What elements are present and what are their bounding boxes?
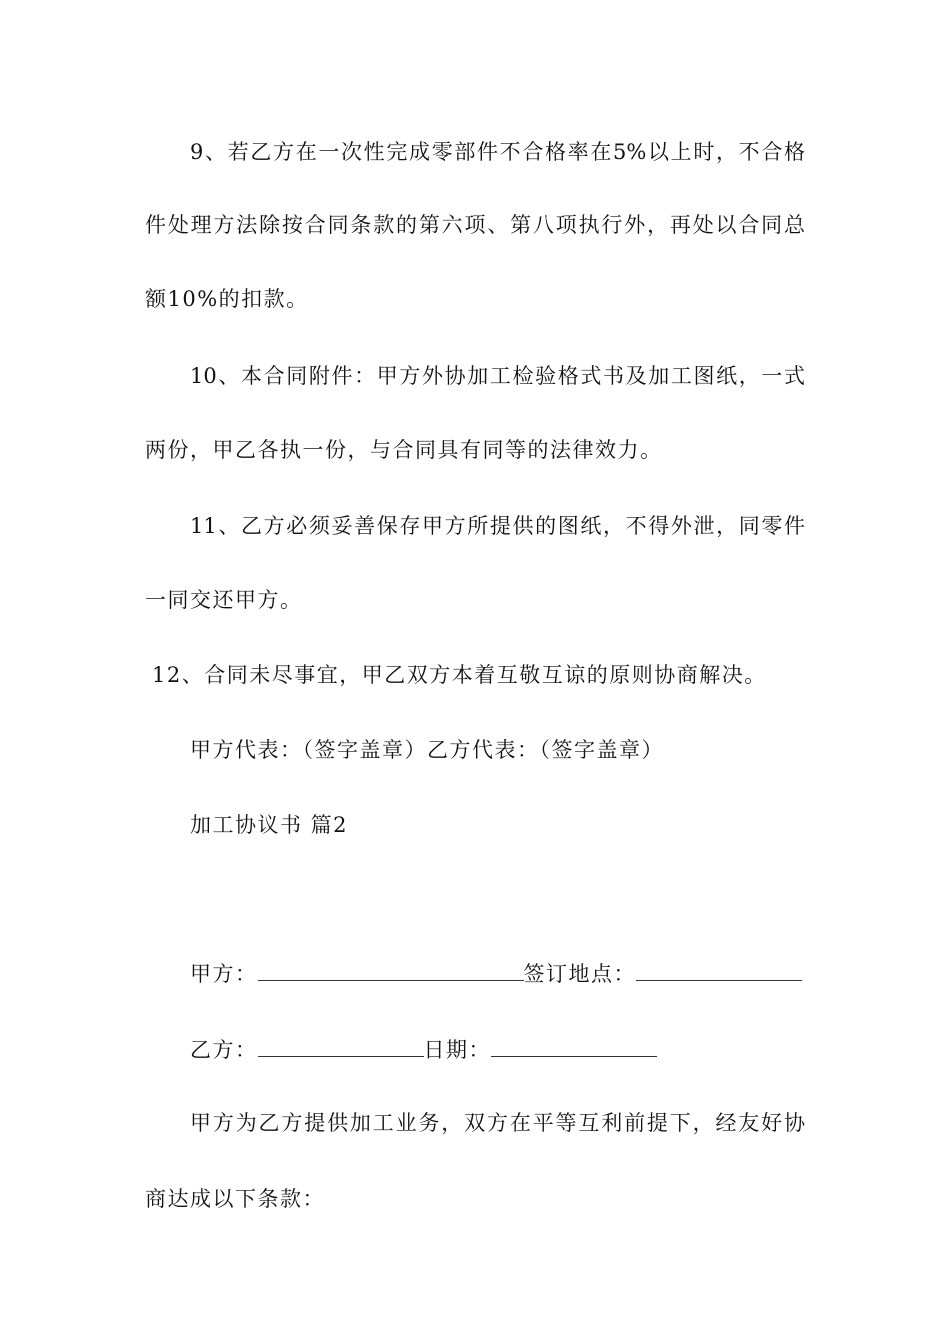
clause-12-line-1: 12、合同未尽事宜，甲乙双方本着互敬互谅的原则协商解决。 bbox=[152, 663, 767, 687]
date-blank bbox=[491, 1034, 657, 1057]
party-a-row bbox=[190, 958, 802, 989]
clause-9-line-1: 9、若乙方在一次性完成零部件不合格率在5%以上时，不合格 bbox=[190, 140, 805, 164]
date-label: 日期： bbox=[423, 1038, 491, 1062]
place-label: 签订地点： bbox=[523, 962, 636, 986]
party-b-label: 乙方： bbox=[190, 1038, 258, 1062]
intro-line-2: 商达成以下条款： bbox=[145, 1187, 325, 1211]
clause-11-line-1: 11、乙方必须妥善保存甲方所提供的图纸，不得外泄，同零件 bbox=[190, 514, 805, 538]
clause-10-line-1: 10、本合同附件：甲方外协加工检验格式书及加工图纸，一式 bbox=[190, 364, 805, 388]
clause-10-line-2: 两份，甲乙各执一份，与合同具有同等的法律效力。 bbox=[145, 438, 663, 462]
clause-9-line-2: 件处理方法除按合同条款的第六项、第八项执行外，再处以合同总 bbox=[145, 213, 805, 237]
party-b-blank bbox=[258, 1034, 424, 1057]
clause-9-line-3: 额10%的扣款。 bbox=[145, 287, 309, 311]
clause-11-line-2: 一同交还甲方。 bbox=[145, 588, 303, 612]
place-blank bbox=[636, 958, 802, 981]
intro-line-1: 甲方为乙方提供加工业务，双方在平等互利前提下，经友好协 bbox=[190, 1111, 805, 1135]
section-title: 加工协议书 篇2 bbox=[190, 813, 349, 837]
party-b-row bbox=[190, 1034, 657, 1065]
party-a-blank bbox=[258, 958, 524, 981]
party-a-label: 甲方： bbox=[190, 962, 258, 986]
signature-line: 甲方代表：（签字盖章）乙方代表：（签字盖章） bbox=[190, 738, 664, 762]
